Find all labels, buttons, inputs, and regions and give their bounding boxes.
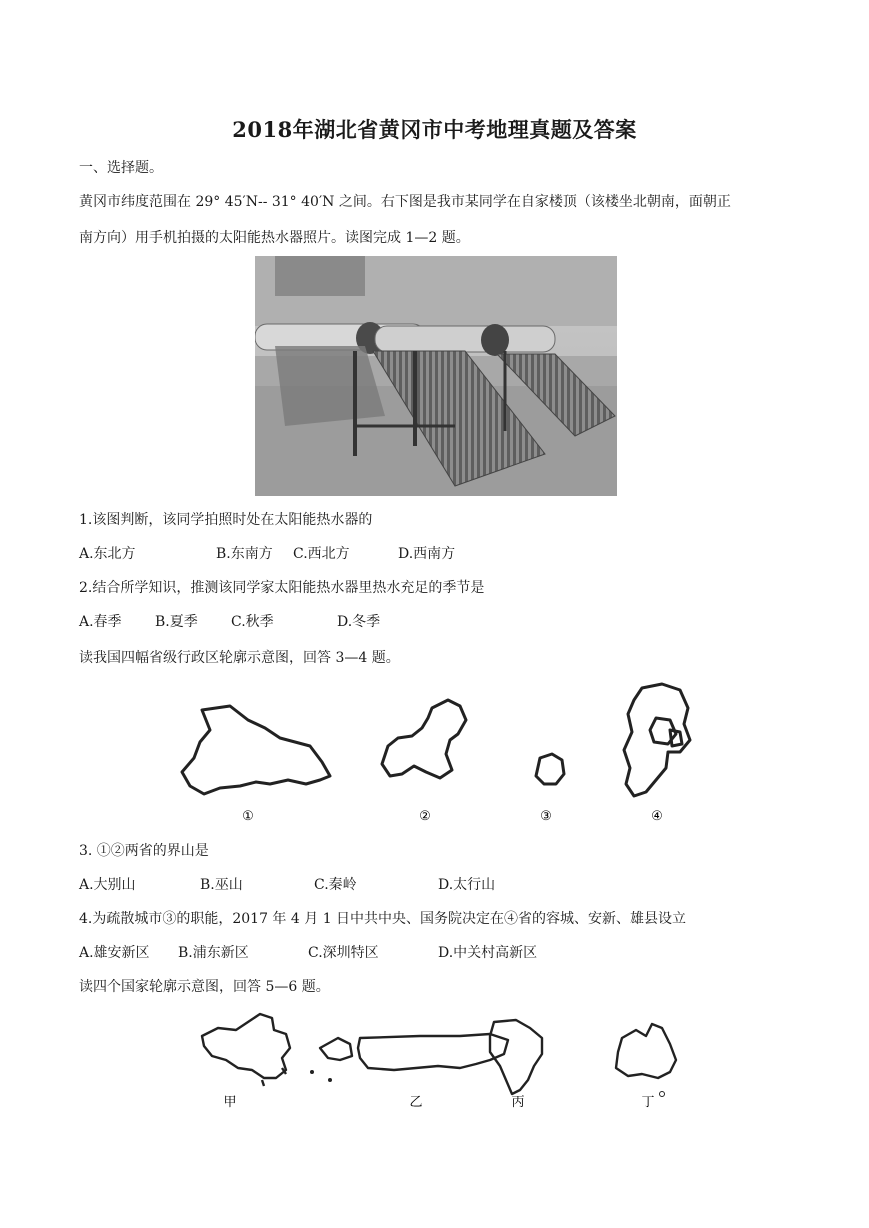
intro-text-2: 南方向）用手机拍摄的太阳能热水器照片。读图完成 1—2 题。 <box>79 230 470 246</box>
map-label-jia: 甲 <box>223 1095 237 1110</box>
maps-intro-1: 读我国四幅省级行政区轮廓示意图，回答 3—4 题。 <box>79 650 400 666</box>
intro-text-1: 黄冈市纬度范围在 29° 45′N-- 31° 40′N 之间。右下图是我市某同学在自家楼顶（该楼坐北朝南，面朝正 <box>79 194 731 210</box>
q4-option-d[interactable]: D.中关村高新区 <box>438 945 538 961</box>
province-2-outline <box>382 700 466 778</box>
q4-option-a[interactable]: A.雄安新区 <box>79 945 150 961</box>
q4-option-b[interactable]: B.浦东新区 <box>178 945 249 961</box>
country-jia-outline <box>202 1014 290 1078</box>
q3-option-a[interactable]: A.大别山 <box>79 877 136 893</box>
maps-intro-2: 读四个国家轮廓示意图，回答 5—6 题。 <box>79 979 330 995</box>
province-outlines <box>170 680 730 830</box>
question-1-stem: 1.该图判断，该同学拍照时处在太阳能热水器的 <box>79 512 373 528</box>
map-label-4: ④ <box>651 809 663 824</box>
solar-heater-photo <box>255 256 617 496</box>
map-label-yi: 乙 <box>409 1095 423 1110</box>
q3-option-c[interactable]: C.秦岭 <box>314 877 357 893</box>
q2-option-c[interactable]: C.秋季 <box>231 614 274 630</box>
map-label-bing: 丙 <box>511 1095 525 1110</box>
map-label-ding: 丁 <box>641 1095 655 1110</box>
map-label-3: ③ <box>540 809 552 824</box>
section-heading: 一、选择题。 <box>79 160 163 176</box>
country-outlines <box>190 1008 710 1118</box>
q1-option-b[interactable]: B.东南方 <box>216 546 273 562</box>
q2-option-b[interactable]: B.夏季 <box>155 614 198 630</box>
q1-option-c[interactable]: C.西北方 <box>293 546 350 562</box>
question-2-stem: 2.结合所学知识，推测该同学家太阳能热水器里热水充足的季节是 <box>79 580 485 596</box>
question-3-stem: 3. ①②两省的界山是 <box>79 843 209 859</box>
question-4-stem: 4.为疏散城市③的职能，2017 年 4 月 1 日中共中央、国务院决定在④省的容城、安新、雄县设立 <box>79 911 687 927</box>
map-label-2: ② <box>419 809 431 824</box>
country-ding-outline <box>616 1024 676 1078</box>
map-label-1: ① <box>242 809 254 824</box>
q1-option-a[interactable]: A.东北方 <box>79 546 136 562</box>
country-yi-outline <box>358 1034 508 1070</box>
province-1-outline <box>182 706 330 794</box>
q4-option-c[interactable]: C.深圳特区 <box>308 945 379 961</box>
q3-option-d[interactable]: D.太行山 <box>438 877 496 893</box>
q2-option-d[interactable]: D.冬季 <box>337 614 381 630</box>
q2-option-a[interactable]: A.春季 <box>79 614 122 630</box>
q3-option-b[interactable]: B.巫山 <box>200 877 243 893</box>
page-title: 2018年湖北省黄冈市中考地理真题及答案 <box>232 117 637 142</box>
q1-option-d[interactable]: D.西南方 <box>398 546 456 562</box>
province-3-outline <box>536 754 564 784</box>
